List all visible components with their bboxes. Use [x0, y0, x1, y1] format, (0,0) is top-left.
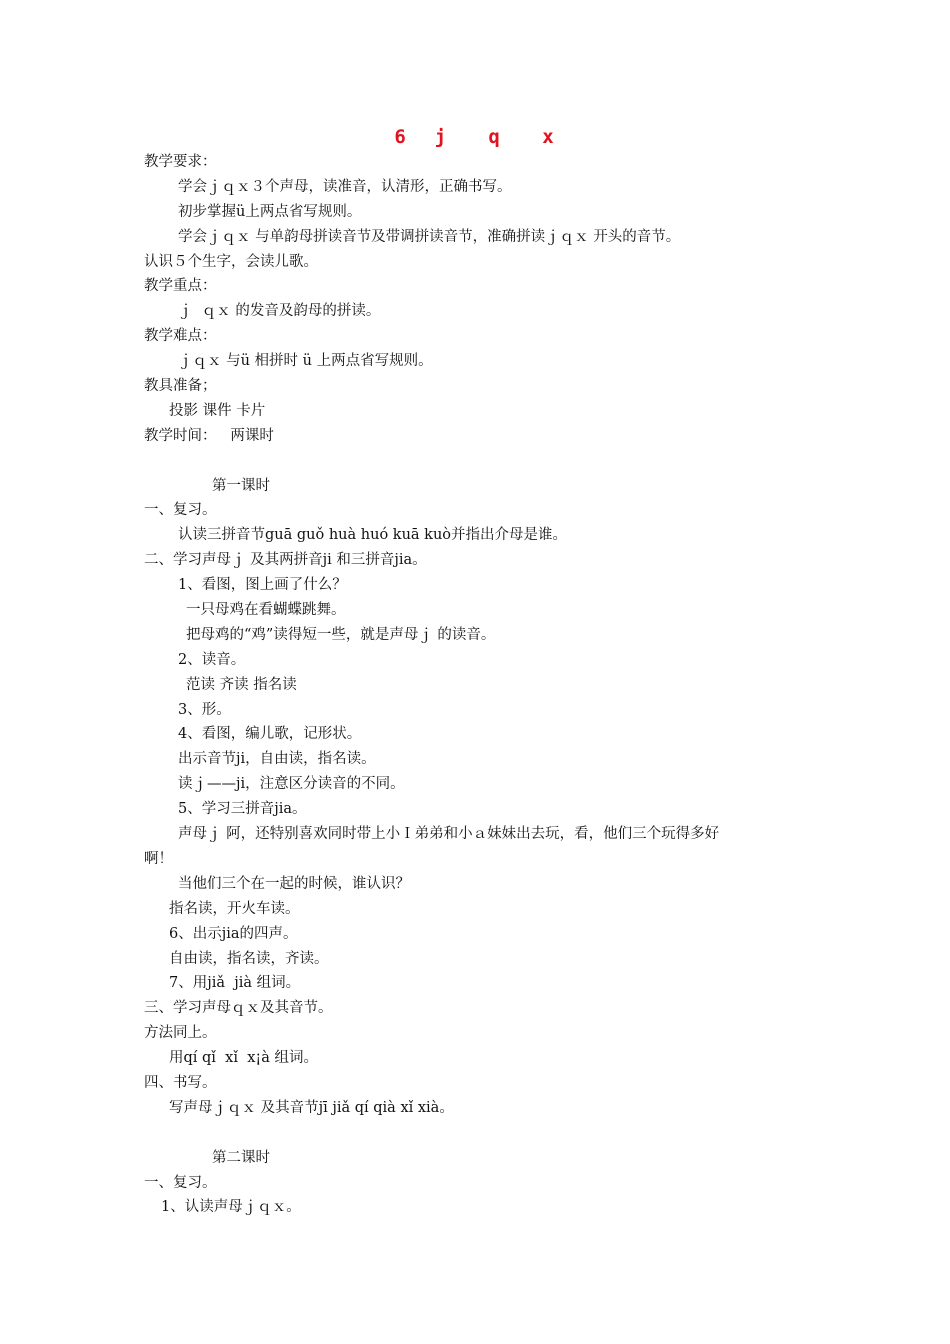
text-line: 3、形。: [178, 701, 231, 718]
text-line: 1、认读声母ｊｑｘ。: [161, 1199, 301, 1216]
text-line: 教学要求：: [144, 154, 217, 170]
text-line: 当他们三个在一起的时候，谁认识？: [178, 875, 410, 892]
text-line: 第二课时: [212, 1149, 270, 1166]
text-line: 出示音节ji，自由读，指名读。: [178, 751, 376, 768]
text-line: 四、书写。: [144, 1074, 217, 1091]
text-line: 初步掌握ü上两点省写规则。: [178, 203, 362, 220]
text-line: 三、学习声母ｑｘ及其音节。: [144, 1000, 333, 1017]
text-line: 用qí qǐ xǐ x¡à 组词。: [169, 1050, 318, 1067]
text-line: 方法同上。: [144, 1025, 217, 1042]
text-line: 认读三拼音节guā guǒ huà huó kuā kuò并指出介母是谁。: [178, 527, 568, 544]
text-line: 一、复习。: [144, 1174, 217, 1191]
blank-line: [144, 1121, 814, 1146]
text-line: 教学重点：: [144, 278, 217, 295]
text-line: 学会ｊｑｘ３个声母，读准音，认清形，正确书写。: [178, 178, 512, 195]
text-line: 1、看图，图上画了什么？: [178, 577, 347, 594]
text-line: 自由读，指名读，齐读。: [169, 950, 329, 967]
text-line: 教学难点：: [144, 328, 217, 345]
text-line: 一、复习。: [144, 502, 217, 519]
blank-line: [144, 449, 814, 474]
text-line: 把母鸡的“鸡”读得短一些，就是声母ｊ 的读音。: [186, 626, 496, 643]
text-line: 二、学习声母ｊ 及其两拼音ji 和三拼音jia。: [144, 552, 427, 569]
text-line: 读ｊ——ji，注意区分读音的不同。: [178, 776, 405, 793]
page-title: 6 j q x: [394, 126, 556, 148]
text-line: 指名读，开火车读。: [169, 900, 300, 917]
text-line: 5、学习三拼音jia。: [178, 801, 307, 818]
text-line: 学会ｊｑｘ 与单韵母拼读音节及带调拼读音节，准确拼读ｊｑｘ 开头的音节。: [178, 228, 681, 245]
text-line: 第一课时: [212, 477, 270, 494]
text-line: 6、出示jia的四声。: [169, 925, 298, 942]
text-line: 2、读音。: [178, 651, 246, 668]
text-line: 认识５个生字，会读儿歌。: [144, 253, 318, 270]
text-line: 一只母鸡在看蝴蝶跳舞。: [186, 602, 346, 619]
text-line: 投影 课件 卡片: [169, 402, 266, 419]
document-body: [144, 150, 814, 1220]
text-line: 范读 齐读 指名读: [186, 676, 297, 693]
text-line: 教学时间： 两课时: [144, 427, 274, 444]
text-line: 7、用jiǎ jià 组词。: [169, 975, 301, 992]
text-line: ｊ ｑｘ 的发音及韵母的拼读。: [178, 303, 381, 320]
text-line: ｊｑｘ 与ü 相拼时 ü 上两点省写规则。: [178, 353, 433, 370]
text-line: 教具准备；: [144, 378, 217, 395]
text-line: 声母ｊ 阿，还特别喜欢同时带上小Ｉ弟弟和小ａ妹妹出去玩，看，他们三个玩得多好: [178, 826, 720, 843]
text-line: 写声母ｊｑｘ 及其音节jī jiǎ qí qià xǐ xià。: [169, 1099, 454, 1116]
text-line: 啊！: [144, 850, 173, 867]
text-line: 4、看图，编儿歌，记形状。: [178, 726, 362, 743]
